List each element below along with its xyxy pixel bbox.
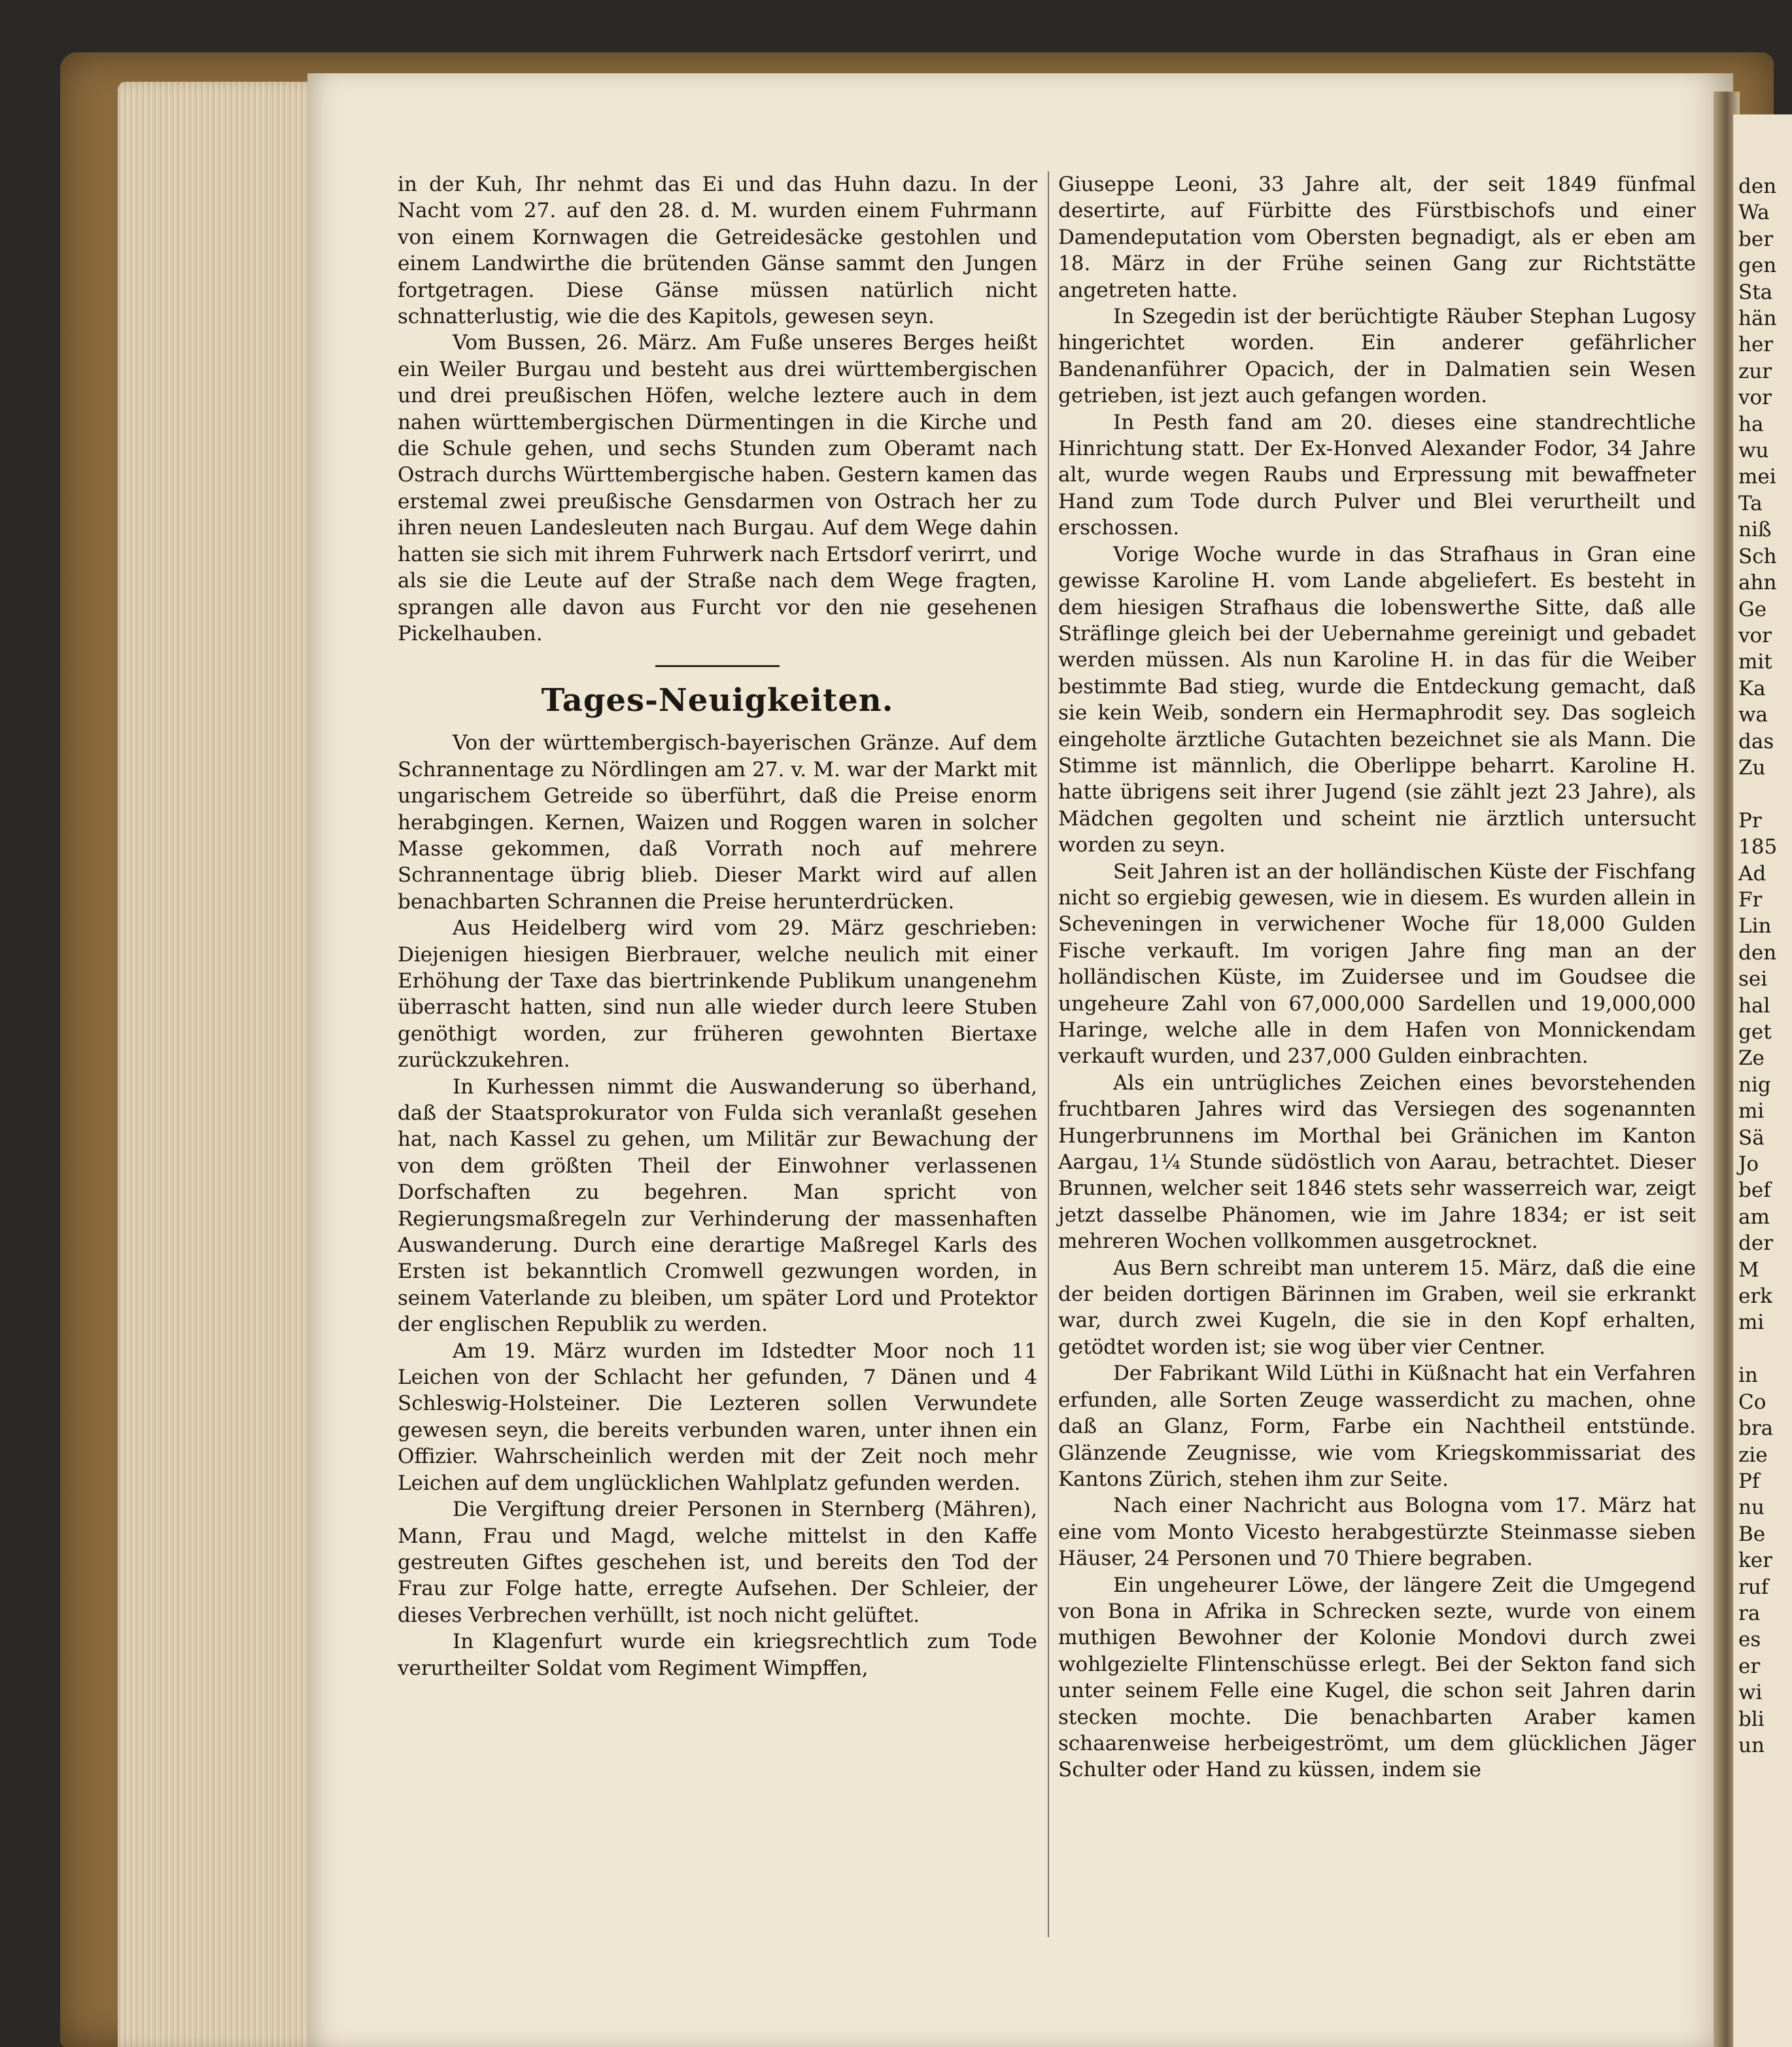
next-page-line: am (1738, 1205, 1770, 1229)
next-page-line: erk (1738, 1284, 1772, 1309)
next-page-line: ker (1738, 1549, 1772, 1573)
next-page-line: Ze (1738, 1046, 1765, 1071)
next-page-line: vor (1738, 623, 1772, 647)
next-page-line: wi (1738, 1681, 1763, 1705)
next-page-line: bef (1738, 1178, 1771, 1203)
next-page-line: es (1738, 1628, 1761, 1652)
article-paragraph: In Kurhessen nimmt die Auswanderung so überhand, daß der Staatsprokurator von Fulda sich veranlaßt gesehen hat, nach Kassel zu gehen, um Militär zur Bewachung der von dem größten Theil der Einwohner verlassenen Dorfschaften zu begehren. Man spricht von Regierungsmaßregeln zur Verhinderung der massenhaften Auswanderung. Durch eine derartige Maßregel Karls des Ersten ist bekanntlich Cromwell gezwungen worden, in seinem Vaterlande zu bleiben, um später Lord und Protektor der englischen Republik zu werden. (398, 1075, 1037, 1337)
right-column (1058, 171, 1696, 1783)
next-page-line: get (1738, 1020, 1772, 1044)
next-page-line: mei (1738, 465, 1776, 489)
next-page-line: Be (1738, 1522, 1766, 1546)
next-page-line: ha (1738, 412, 1764, 436)
article-paragraph: In Szegedin ist der berüchtigte Räuber Stephan Lugosy hingerichtet worden. Ein anderer gefährlicher Bandenanführer Opacich, der in Dalmatien sein Wesen getrieben, ist jezt auch gefangen worden. (1058, 305, 1696, 408)
article-paragraph: Seit Jahren ist an der holländischen Küste der Fischfang nicht so ergiebig gewesen, wie in diesem. Es wurden allein in Scheveningen in verwichener Woche für 18,000 Gulden Fische verkauft. Im vorigen Jahre fing man an der holländischen Küste, im Zuidersee und im Goudsee die ungeheure Zahl von 67,000,000 Sardellen und 19,000,000 Haringe, welche alle in dem Hafen von Monnickendam verkauft wurden, und 237,000 Gulden einbrachten. (1058, 859, 1696, 1069)
next-page-line: Zu (1738, 755, 1766, 780)
next-page-line: sei (1738, 967, 1768, 991)
next-page-line: wu (1738, 439, 1769, 463)
next-page-line: un (1738, 1733, 1765, 1757)
next-page-line: ra (1738, 1601, 1761, 1625)
article-paragraph: Am 19. März wurden im Idstedter Moor noch 11 Leichen von der Schlacht her gefunden, 7 Dänen und 4 Schleswig-Holsteiner. Die Lezteren sollen Verwundete gewesen seyn, die bereits verbunden waren, unter ihnen ein Offizier. Wahrscheinlich werden mit der Zeit noch mehr Leichen auf dem unglücklichen Wahlplatz gefunden werden. (398, 1339, 1037, 1495)
page-edges (118, 82, 327, 2047)
article-paragraph: Aus Bern schreibt man unterem 15. März, daß die eine der beiden dortigen Bärinnen im Graben, weil sie erkrankt war, durch zwei Kugeln, die sie in den Kopf erhalten, getödtet worden ist; sie wog über vier Centner. (1058, 1256, 1696, 1359)
next-page-line: bli (1738, 1707, 1765, 1731)
next-page-line: ber (1738, 227, 1774, 251)
next-page-line: hal (1738, 993, 1770, 1018)
article-paragraph: Die Vergiftung dreier Personen in Sternberg (Mähren), Mann, Frau und Magd, welche mittelst in den Kaffe gestreuten Giftes geschehen ist, und bereits den Tod der Frau zur Folge hatte, erregte Aufsehen. Der Schleier, der dieses Verbrechen verhüllt, ist noch nicht gelüftet. (398, 1498, 1037, 1627)
next-page-line: nu (1738, 1496, 1765, 1520)
next-page-line: Ge (1738, 597, 1767, 621)
article-paragraph: Aus Heidelberg wird vom 29. März geschrieben: Diejenigen hiesigen Bierbrauer, welche neulich mit einer Erhöhung der Taxe das biertrinkende Publikum unangenehm überrascht hatten, sind nun alle wieder durch leere Stuben genöthigt worden, zur früheren gewohnten Biertaxe zurückzukehren. (398, 916, 1037, 1073)
article-paragraph: Der Fabrikant Wild Lüthi in Küßnacht hat ein Verfahren erfunden, alle Sorten Zeuge wasserdicht zu machen, ohne daß an Glanz, Form, Farbe ein Nachtheil entstünde. Glänzende Zeugnisse, wie vom Kriegskommissariat des Kantons Zürich, stehen ihm zur Seite. (1058, 1362, 1696, 1491)
left-column (398, 171, 1037, 1681)
next-page-line: bra (1738, 1417, 1774, 1441)
next-page-line: Sta (1738, 280, 1773, 304)
next-page-line: zur (1738, 359, 1772, 383)
next-page-line: niß (1738, 518, 1772, 542)
article-paragraph: In Klagenfurt wurde ein kriegsrechtlich zum Tode verurtheilter Soldat vom Regiment Wimpffen, (398, 1630, 1037, 1680)
next-page-line: Co (1738, 1390, 1766, 1414)
next-page-line: 185 (1738, 835, 1778, 859)
next-page-line: das (1738, 729, 1774, 753)
next-page-line: gen (1738, 254, 1777, 278)
next-page-line: hän (1738, 307, 1777, 331)
next-page-line: her (1738, 333, 1774, 357)
article-paragraph: in der Kuh, Ihr nehmt das Ei und das Huhn dazu. In der Nacht vom 27. auf den 28. d. M. wurden einem Fuhrmann von einem Kornwagen die Getreidesäcke gestohlen und einem Landwirthe die brütenden Gänse sammt den Jungen fortgetragen. Diese Gänse müssen natürlich nicht schnatterlustig, wie die des Kapitols, gewesen seyn. (398, 173, 1037, 329)
next-page-line: Jo (1738, 1152, 1759, 1177)
article-paragraph: Giuseppe Leoni, 33 Jahre alt, der seit 1849 fünfmal desertirte, auf Fürbitte des Fürstbischofs und einer Damendeputation vom Obersten begnadigt, als er eben am 18. März in der Frühe seinen Gang zur Richtstätte angetreten hatte. (1058, 173, 1696, 302)
next-page-line: M (1738, 1258, 1759, 1282)
next-page-line: Wa (1738, 201, 1770, 225)
next-page-line (1733, 781, 1792, 807)
next-page-line: Sä (1738, 1126, 1765, 1150)
article-paragraph: Vorige Woche wurde in das Strafhaus in Gran eine gewisse Karoline H. vom Lande abgeliefert. Es besteht in dem hiesigen Strafhaus die lobenswerthe Sitte, daß alle Sträflinge gleich bei der Uebernahme gereinigt und gebadet werden müssen. Als nun Karoline H. in das für die Weiber bestimmte Bad stieg, wurde die Entdeckung gemacht, daß sie kein Weib, sondern ein Hermaphrodit sey. Das sogleich eingeholte ärztliche Gutachten bezeichnet sie als Mann. Die Stimme ist männlich, die Oberlippe beharrt. Karoline H. hatte übrigens seit ihrer Jugend (sie zählt jezt 23 Jahre), als Mädchen gegolten und scheint nie ärztlich untersucht worden zu seyn. (1058, 542, 1696, 857)
next-page-line: Ta (1738, 491, 1763, 515)
next-page-line: mi (1738, 1099, 1765, 1124)
column-rule (1048, 171, 1049, 1937)
next-page-line: mi (1738, 1311, 1765, 1335)
next-page-line: den (1738, 175, 1777, 198)
next-page-line: ruf (1738, 1575, 1769, 1599)
section-separator (655, 665, 780, 667)
next-page-line (1733, 1336, 1792, 1362)
next-page-line: Pf (1738, 1469, 1760, 1493)
next-page-line: Ka (1738, 676, 1766, 700)
article-paragraph: Ein ungeheurer Löwe, der längere Zeit die Umgegend von Bona in Afrika in Schrecken sezte, wurde von einem muthigen Bewohner der Kolonie Mondovi durch zwei wohlgezielte Flintenschüsse erlegt. Bei der Sekton fand sich unter seinem Felle eine Kugel, die schon seit Jahren darin stecken mochte. Die benachbarten Araber kamen schaarenweise herbeigeströmt, um dem glücklichen Jäger Schulter oder Hand zu küssen, indem sie (1058, 1573, 1696, 1782)
article-paragraph: Vom Bussen, 26. März. Am Fuße unseres Berges heißt ein Weiler Burgau und besteht aus drei württembergischen und drei preußischen Höfen, welche leztere auch in dem nahen württembergischen Dürmentingen in die Kirche und die Schule gehen, und sechs Stunden zum Oberamt nach Ostrach durchs Württembergische haben. Gestern kamen das erstemal zwei preußische Gensdarmen von Ostrach her zu ihren neuen Landesleuten nach Burgau. Auf dem Wege dahin hatten sie sich mit ihrem Fuhrwerk nach Ertsdorf verirrt, und als sie die Leute auf der Straße nach dem Wege fragten, sprangen alle davon aus Furcht vor den nie gesehenen Pickelhauben. (398, 331, 1037, 645)
next-page-line: Lin (1738, 914, 1772, 938)
article-paragraph: Nach einer Nachricht aus Bologna vom 17. März hat eine vom Monto Vicesto herabgestürzte Steinmasse sieben Häuser, 24 Personen und 70 Thiere begraben. (1058, 1494, 1696, 1571)
next-page-line: in (1738, 1364, 1758, 1388)
next-page-line: Pr (1738, 808, 1762, 833)
next-page-line: mit (1738, 650, 1772, 674)
article-paragraph: Von der württembergisch-bayerischen Gränze. Auf dem Schrannentage zu Nördlingen am 27. v. M. war der Markt mit ungarischem Getreide so überführt, daß die Preise enorm herabgingen. Kernen, Waizen und Roggen waren in solcher Masse gekommen, daß Vorrath noch auf mehrere Schrannentage übrig blieb. Dieser Markt wird auf allen benachbarten Schrannen die Preise herunterdrücken. (398, 731, 1037, 914)
next-page-edge (1733, 114, 1792, 2047)
next-page-line: Fr (1738, 887, 1763, 912)
next-page-line: Sch (1738, 544, 1777, 568)
article-paragraph: Als ein untrügliches Zeichen eines bevorstehenden fruchtbaren Jahres wird das Versiegen des sogenannten Hungerbrunnens im Morthal bei Gränichen im Kanton Aargau, 1¼ Stunde südöstlich von Aarau, betrachtet. Dieser Brunnen, welcher seit 1846 stets sehr wasserreich war, zeigt jetzt dasselbe Phänomen, wie im Jahre 1834; er ist seit mehreren Wochen vollkommen ausgetrocknet. (1058, 1071, 1696, 1254)
next-page-line: vor (1738, 386, 1772, 410)
next-page-line: ahn (1738, 571, 1777, 595)
next-page-line: zie (1738, 1443, 1768, 1467)
next-page-line: den (1738, 940, 1777, 965)
next-page-line: wa (1738, 703, 1768, 727)
next-page-line: der (1738, 1231, 1774, 1256)
next-page-line: er (1738, 1654, 1761, 1678)
article-paragraph: In Pesth fand am 20. dieses eine standrechtliche Hinrichtung statt. Der Ex-Honved Alexander Fodor, 34 Jahre alt, wurde wegen Raubs und Erpressung mit bewaffneter Hand zum Tode durch Pulver und Blei verurtheilt und erschossen. (1058, 410, 1696, 540)
next-page-line: Ad (1738, 861, 1766, 886)
next-page-line: nig (1738, 1073, 1771, 1097)
section-heading: Tages-Neuigkeiten. (541, 682, 894, 719)
